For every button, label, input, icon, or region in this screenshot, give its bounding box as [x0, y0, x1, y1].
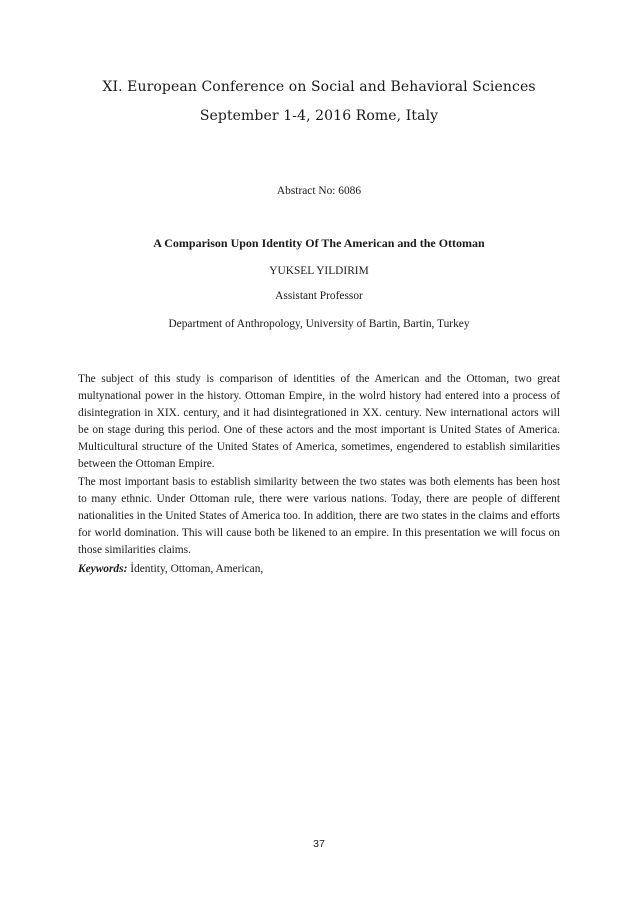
- abstract-paragraph-2: The most important basis to establish similarity between the two states was both elements has been host to many ethnic. Under Ottoman rule, there were various nations. Today, there are people of different nationalities in the United States of America too. In addition, there are two states in the claims and efforts for world domination. This will cause both be likened to an empire. In this presentation we will focus on those similarities claims.: [78, 476, 560, 556]
- author-name: YUKSEL YILDIRIM: [269, 265, 369, 277]
- paper-title: A Comparison Upon Identity Of The American and the Ottoman: [153, 236, 485, 250]
- author-position: Assistant Professor: [275, 290, 363, 302]
- keywords-value: İdentity, Ottoman, American,: [127, 563, 264, 575]
- abstract-paragraph-1: The subject of this study is comparison of identities of the American and the Ottoman, two great multynational power in the history. Ottoman Empire, in the wolrd history had entered into a process of disintegration in XIX. century, and it had disintegrationed in XX. century. New international actors will be on stage during this period. One of these actors and the most important is United States of America. Multicultural structure of the United States of America, sometimes, engendered to establish similarities between the Ottoman Empire.: [78, 373, 560, 470]
- page-number: 37: [313, 838, 325, 850]
- keywords-label: Keywords:: [78, 563, 128, 575]
- abstract-number: Abstract No: 6086: [276, 185, 362, 197]
- keywords-line: [78, 561, 560, 578]
- conference-dates-location: September 1-4, 2016 Rome, Italy: [199, 108, 439, 124]
- conference-name: XI. European Conference on Social and Behavioral Sciences: [102, 79, 536, 95]
- author-affiliation: Department of Anthropology, University of Bartin, Bartin, Turkey: [168, 318, 470, 330]
